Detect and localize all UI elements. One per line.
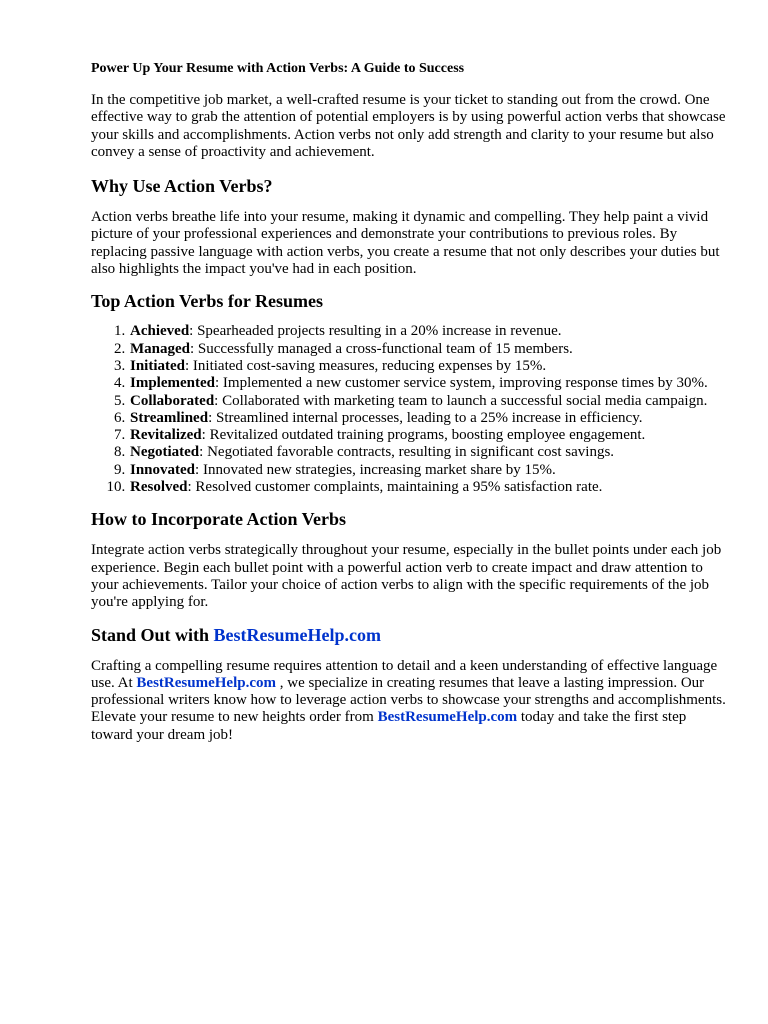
list-item-verb: Achieved bbox=[130, 323, 190, 340]
intro-paragraph: In the competitive job market, a well-crafted resume is your ticket to standing out from the crowd. One effective way to grab the attention of potential employers is by using powerful action verbs that showcase your skills and accomplishments. Action verbs not only add strength and clarity to your resume but also convey a sense of proactivity and achievement. bbox=[91, 92, 726, 160]
list-item-verb: Revitalized bbox=[130, 427, 202, 444]
why-paragraph: Action verbs breathe life into your resume, making it dynamic and compelling. They help paint a vivid picture of your professional experiences and demonstrate your contributions to previous roles. By replacing passive language with action verbs, you create a resume that not only describes your duties but also highlights the impact you've had in each position. bbox=[91, 209, 720, 278]
how-paragraph: Integrate action verbs strategically throughout your resume, especially in the bullet points under each job experience. Begin each bullet point with a powerful action verb to create impact and draw attention to your achievements. Tailor your choice of action verbs to align with the specific requirements of the job you're applying for. bbox=[91, 542, 722, 611]
list-item-text: : Revitalized outdated training programs, boosting employee engagement. bbox=[201, 427, 646, 444]
list-item-verb: Streamlined bbox=[130, 409, 209, 426]
stand-out-heading-text: Stand Out with bbox=[91, 624, 214, 645]
list-item-text: : Streamlined internal processes, leading to a 25% increase in efficiency. bbox=[208, 409, 643, 426]
list-item-verb: Managed bbox=[130, 340, 190, 357]
how-heading: How to Incorporate Action Verbs bbox=[91, 509, 346, 530]
document-page bbox=[91, 60, 727, 744]
stand-out-paragraph bbox=[91, 658, 727, 744]
list-item-verb: Resolved bbox=[130, 479, 188, 496]
list-item bbox=[129, 410, 727, 427]
list-item-text: : Negotiated favorable contracts, resulting in significant cost savings. bbox=[199, 444, 615, 461]
heading-site-link[interactable]: BestResumeHelp.com bbox=[213, 624, 382, 645]
list-item-verb: Implemented bbox=[130, 375, 215, 392]
list-item-text: : Successfully managed a cross-functional team of 15 members. bbox=[190, 340, 573, 357]
list-item-text: : Collaborated with marketing team to launch a successful social media campaign. bbox=[214, 392, 708, 409]
list-item bbox=[129, 323, 727, 340]
list-item-verb: Initiated bbox=[130, 357, 186, 374]
body-site-link-1[interactable]: BestResumeHelp.com bbox=[136, 674, 276, 691]
list-item bbox=[129, 479, 727, 496]
list-item-verb: Negotiated bbox=[130, 444, 200, 461]
list-item bbox=[129, 341, 727, 358]
list-item-verb: Innovated bbox=[130, 461, 196, 478]
why-heading: Why Use Action Verbs? bbox=[91, 176, 273, 197]
top-verbs-heading: Top Action Verbs for Resumes bbox=[91, 291, 324, 312]
list-item bbox=[129, 358, 727, 375]
stand-out-heading bbox=[91, 624, 727, 646]
list-item-text: : Initiated cost-saving measures, reducing expenses by 15%. bbox=[185, 357, 547, 374]
action-verb-list bbox=[91, 323, 727, 496]
stand-out-text-1: Crafting a compelling resume requires attention to detail and a keen understanding of effective language use. At bbox=[91, 657, 718, 691]
list-item-text: : Resolved customer complaints, maintaining a 95% satisfaction rate. bbox=[187, 479, 603, 496]
list-item-text: : Spearheaded projects resulting in a 20% increase in revenue. bbox=[189, 323, 562, 340]
stand-out-text-3: today and take the first step toward your dream job! bbox=[91, 709, 687, 743]
document-title: Power Up Your Resume with Action Verbs: A Guide to Success bbox=[91, 61, 465, 76]
list-item-text: : Innovated new strategies, increasing market share by 15%. bbox=[195, 461, 556, 478]
body-site-link-2[interactable]: BestResumeHelp.com bbox=[377, 709, 518, 726]
list-item-verb: Collaborated bbox=[130, 392, 215, 409]
list-item bbox=[129, 427, 727, 444]
list-item-text: : Implemented a new customer service system, improving response times by 30%. bbox=[215, 375, 708, 392]
list-item bbox=[129, 444, 727, 461]
list-item bbox=[129, 375, 727, 392]
list-item bbox=[129, 462, 727, 479]
list-item bbox=[129, 393, 727, 410]
stand-out-text-2: , we specialize in creating resumes that leave a lasting impression. Our professional writers know how to leverage action verbs to showcase your strengths and accomplishments. Elevate your resume to new heights order from bbox=[91, 674, 726, 726]
